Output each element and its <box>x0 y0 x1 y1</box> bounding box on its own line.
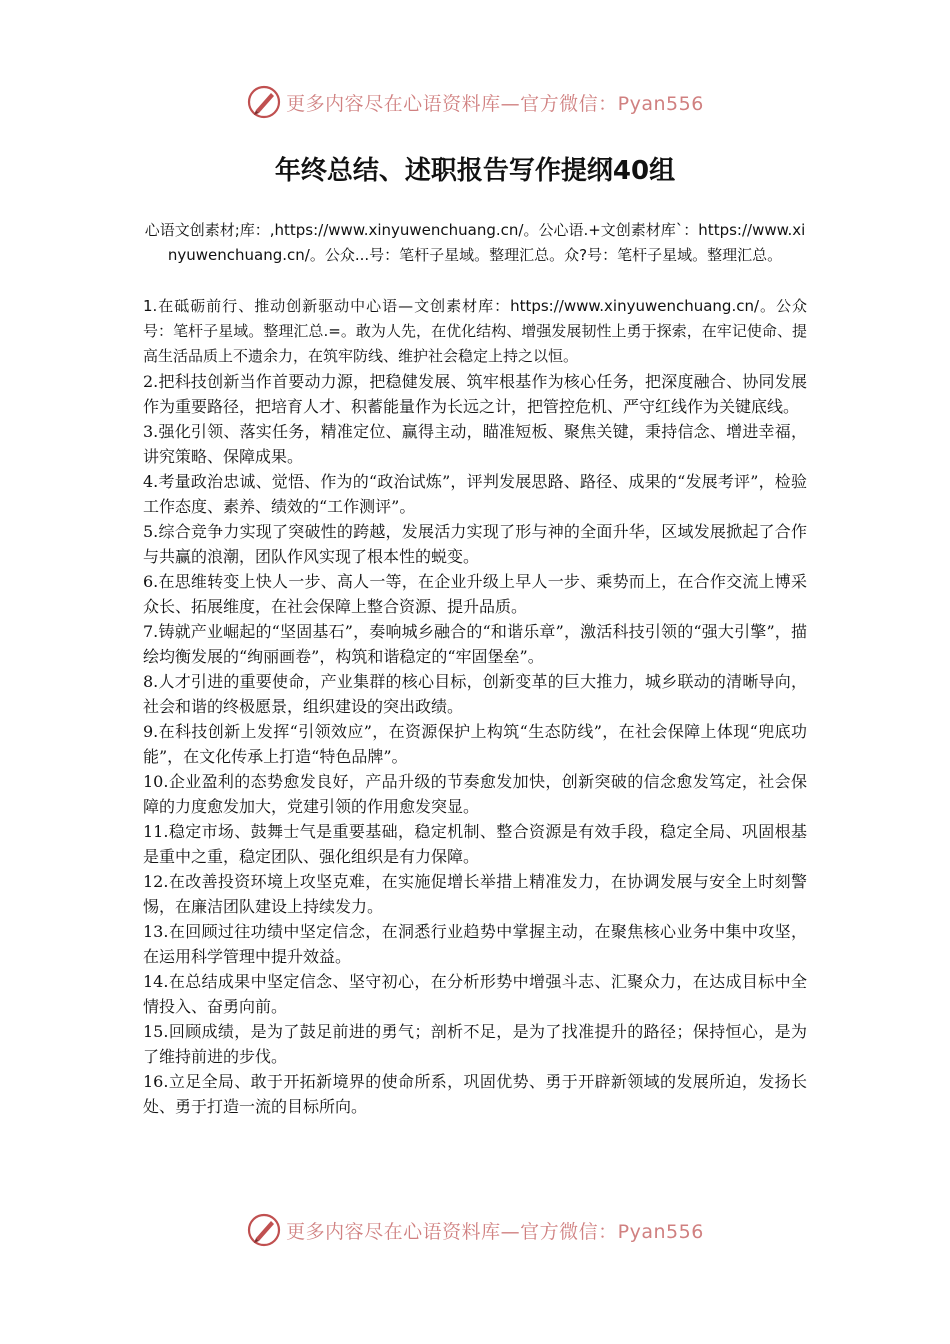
list-item: 5.综合竞争力实现了突破性的跨越，发展活力实现了形与神的全面升华，区域发展掀起了合作与共赢的浪潮，团队作风实现了根本性的蜕变。 <box>143 522 807 566</box>
outline-list <box>143 294 807 1119</box>
list-item: 8.人才引进的重要使命，产业集群的核心目标，创新变革的巨大推力，城乡联动的清晰导向，社会和谐的终极愿景，组织建设的突出政绩。 <box>143 672 807 716</box>
list-item: 12.在改善投资环境上攻坚克难，在实施促增长举措上精准发力，在协调发展与安全上时刻警惕，在廉洁团队建设上持续发力。 <box>143 872 807 916</box>
list-item: 9.在科技创新上发挥“引领效应”，在资源保护上构筑“生态防线”，在社会保障上体现“兜底功能”，在文化传承上打造“特色品牌”。 <box>143 722 807 766</box>
list-item: 10.企业盈利的态势愈发良好，产品升级的节奏愈发加快，创新突破的信念愈发笃定，社会保障的力度愈发加大，党建引领的作用愈发突显。 <box>143 772 807 816</box>
header-banner <box>0 82 950 122</box>
pen-logo-icon <box>246 84 282 120</box>
document-title: 年终总结、述职报告写作提纲40组 <box>274 156 676 186</box>
list-item: 15.回顾成绩，是为了鼓足前进的勇气；剖析不足，是为了找准提升的路径；保持恒心，是为了维持前进的步伐。 <box>143 1022 807 1066</box>
list-item: 7.铸就产业崛起的“坚固基石”，奏响城乡融合的“和谐乐章”，激活科技引领的“强大引擎”，描绘均衡发展的“绚丽画卷”，构筑和谐稳定的“牢固堡垒”。 <box>143 622 807 666</box>
pen-logo-icon <box>246 1212 282 1248</box>
list-item: 16.立足全局、敢于开拓新境界的使命所系，巩固优势、勇于开辟新领域的发展所迫，发扬长处、勇于打造一流的目标所向。 <box>143 1072 807 1116</box>
list-item: 11.稳定市场、鼓舞士气是重要基础，稳定机制、整合资源是有效手段，稳定全局、巩固根基是重中之重，稳定团队、强化组织是有力保障。 <box>143 822 807 866</box>
list-item: 6.在思维转变上快人一步、高人一等，在企业升级上早人一步、乘势而上，在合作交流上博采众长、拓展维度，在社会保障上整合资源、提升品质。 <box>143 572 807 616</box>
list-item: 13.在回顾过往功绩中坚定信念，在洞悉行业趋势中掌握主动，在聚焦核心业务中集中攻坚，在运用科学管理中提升效益。 <box>143 922 807 966</box>
list-item: 3.强化引领、落实任务，精准定位、赢得主动，瞄准短板、聚焦关键，秉持信念、增进幸福，讲究策略、保障成果。 <box>143 422 807 466</box>
footer-banner <box>0 1210 950 1250</box>
list-item: 2.把科技创新当作首要动力源，把稳健发展、筑牢根基作为核心任务，把深度融合、协同发展作为重要路径，把培育人才、积蓄能量作为长远之计，把管控危机、严守红线作为关键底线。 <box>143 372 807 416</box>
list-item: 4.考量政治忠诚、觉悟、作为的“政治试炼”，评判发展思路、路径、成果的“发展考评”，检验工作态度、素养、绩效的“工作测评”。 <box>143 472 807 516</box>
banner-text: 更多内容尽在心语资料库—官方微信：Pyan556 <box>286 1220 704 1243</box>
list-item: 1.在砥砺前行、推动创新驱动中心语—文创素材库：https://www.xinyuwenchuang.cn/。公众号：笔杆子星域。整理汇总.=。敢为人先，在优化结构、增强发展韧性上勇于探索，在牢记使命、提高生活品质上不遗余力，在筑牢防线、维护社会稳定上持之以恒。 <box>143 297 807 365</box>
intro-paragraph: 心语文创素材;库：,https://www.xinyuwenchuang.cn/。公心语.+文创素材库`：https://www.xinyuwenchuang.cn/。公众...号：笔杆子星域。整理汇总。众?号：笔杆子星域。整理汇总。 <box>144 221 806 264</box>
list-item: 14.在总结成果中坚定信念、坚守初心，在分析形势中增强斗志、汇聚众力，在达成目标中全情投入、奋勇向前。 <box>143 972 807 1016</box>
banner-text: 更多内容尽在心语资料库—官方微信：Pyan556 <box>286 92 704 115</box>
